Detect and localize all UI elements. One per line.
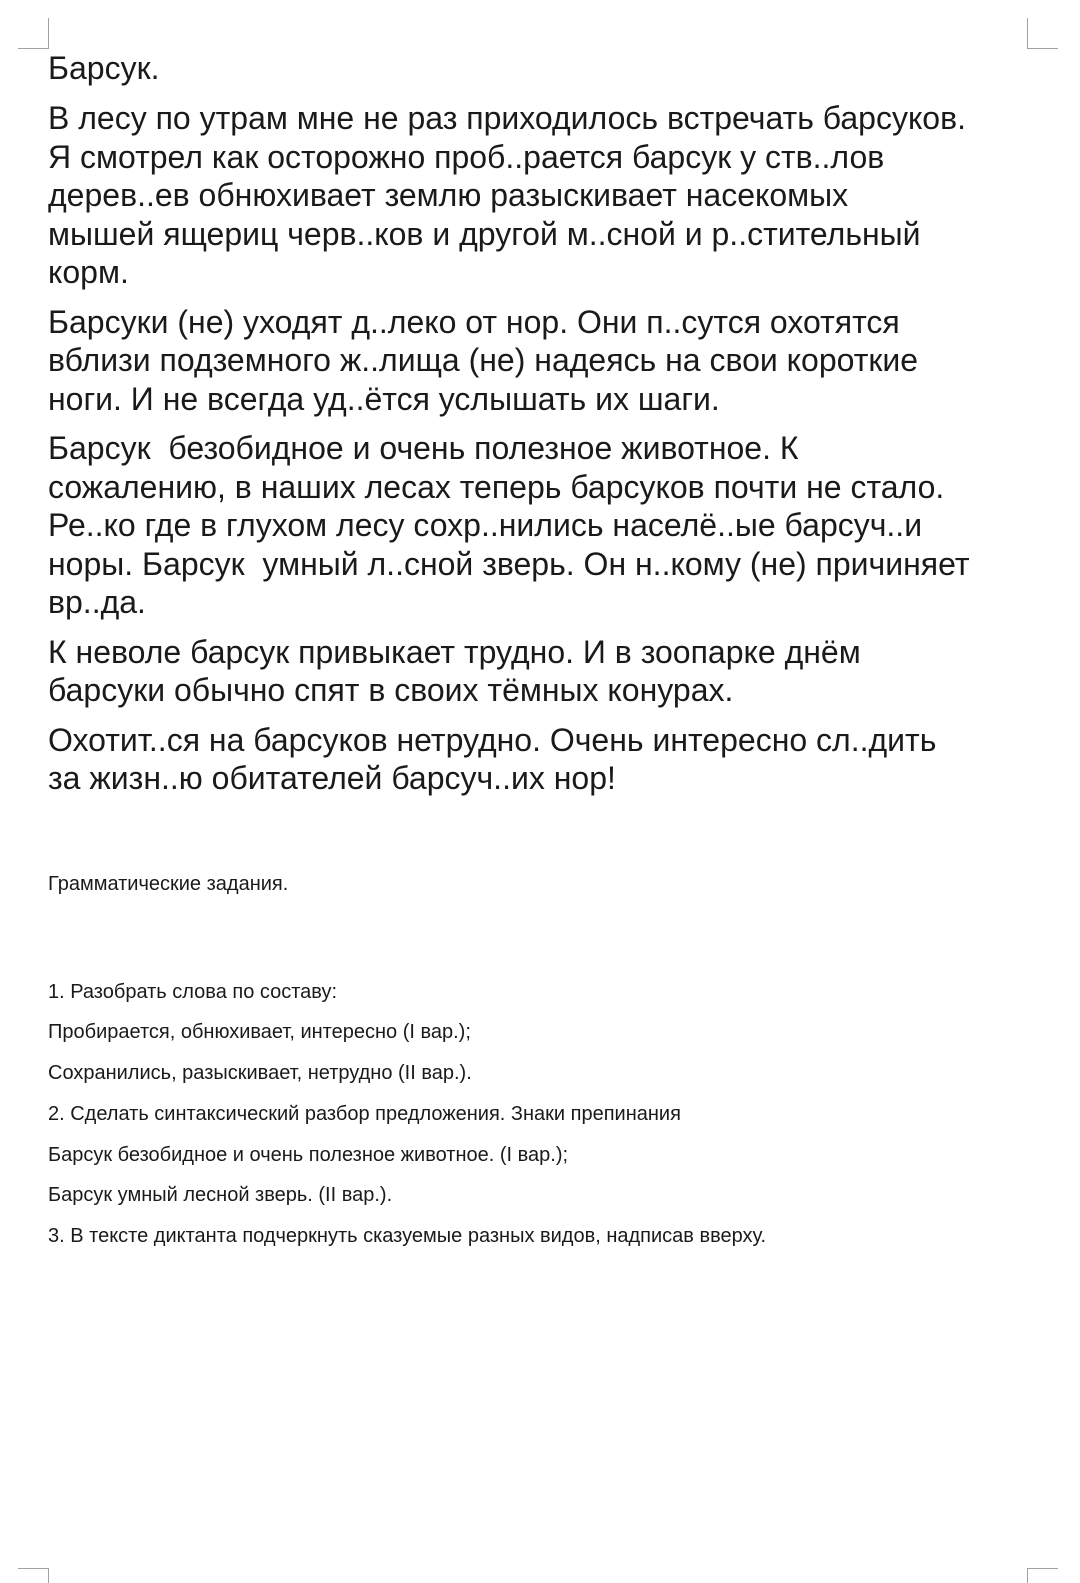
crop-mark-top-right <box>1027 18 1058 49</box>
text-line: Барсуки (не) уходят д..леко от нор. Они п..сутся охотятся <box>48 303 900 340</box>
text-line: вр..да. <box>48 584 146 620</box>
grammar-task-list <box>48 978 1038 1251</box>
text-line: вблизи подземного ж..лища (не) надеясь на свои короткие <box>48 342 919 378</box>
task-line: Пробирается, обнюхивает, интересно (I вар.); <box>48 1021 471 1044</box>
text-line: норы. Барсук умный л..сной зверь. Он н..кому (не) причиняет <box>48 545 970 582</box>
task-line: 1. Разобрать слова по составу: <box>48 980 338 1003</box>
task-line: Сохранились, разыскивает, нетрудно (II вар.). <box>48 1062 472 1085</box>
paragraph-2 <box>48 303 1038 419</box>
paragraph-4 <box>48 633 1038 710</box>
text-line: Охотит..ся на барсуков нетрудно. Очень интересно сл..дить <box>48 721 937 758</box>
task-line: Барсук безобидное и очень полезное животное. (I вар.); <box>48 1143 569 1166</box>
crop-mark-top-left <box>18 18 49 49</box>
text-line: К неволе барсук привыкает трудно. И в зоопарке днём <box>48 633 861 670</box>
paragraph-3 <box>48 429 1038 622</box>
text-line: Я смотрел как осторожно проб..рается барсук у ств..лов <box>48 138 885 175</box>
text-line: дерев..ев обнюхивает землю разыскивает насекомых <box>48 177 849 213</box>
text-line: ноги. И не всегда уд..ётся услышать их шаги. <box>48 380 720 417</box>
paragraph-1 <box>48 99 1038 292</box>
text-line: корм. <box>48 254 129 290</box>
document-page <box>48 48 1038 1263</box>
grammar-tasks-heading: Грамматические задания. <box>48 872 289 895</box>
text-line: сожалению, в наших лесах теперь барсуков почти не стало. <box>48 468 945 505</box>
text-line: за жизн..ю обитателей барсуч..их нор! <box>48 760 616 796</box>
text-line: мышей ящериц черв..ков и другой м..сной и р..стительный <box>48 215 921 252</box>
crop-mark-bottom-right <box>1027 1568 1058 1583</box>
paragraph-5 <box>48 721 1038 798</box>
crop-mark-bottom-left <box>18 1568 49 1583</box>
text-line: барсуки обычно спят в своих тёмных конурах. <box>48 672 734 708</box>
document-title: Барсук. <box>48 50 160 86</box>
task-line: Барсук умный лесной зверь. (II вар.). <box>48 1184 393 1207</box>
text-line: Барсук безобидное и очень полезное животное. К <box>48 430 799 466</box>
task-line: 3. В тексте диктанта подчеркнуть сказуемые разных видов, надписав вверху. <box>48 1225 767 1248</box>
text-line: Ре..ко где в глухом лесу сохр..нились населё..ые барсуч..и <box>48 507 923 543</box>
task-line: 2. Сделать синтаксический разбор предложения. Знаки препинания <box>48 1102 681 1125</box>
text-line: В лесу по утрам мне не раз приходилось встречать барсуков. <box>48 100 966 136</box>
